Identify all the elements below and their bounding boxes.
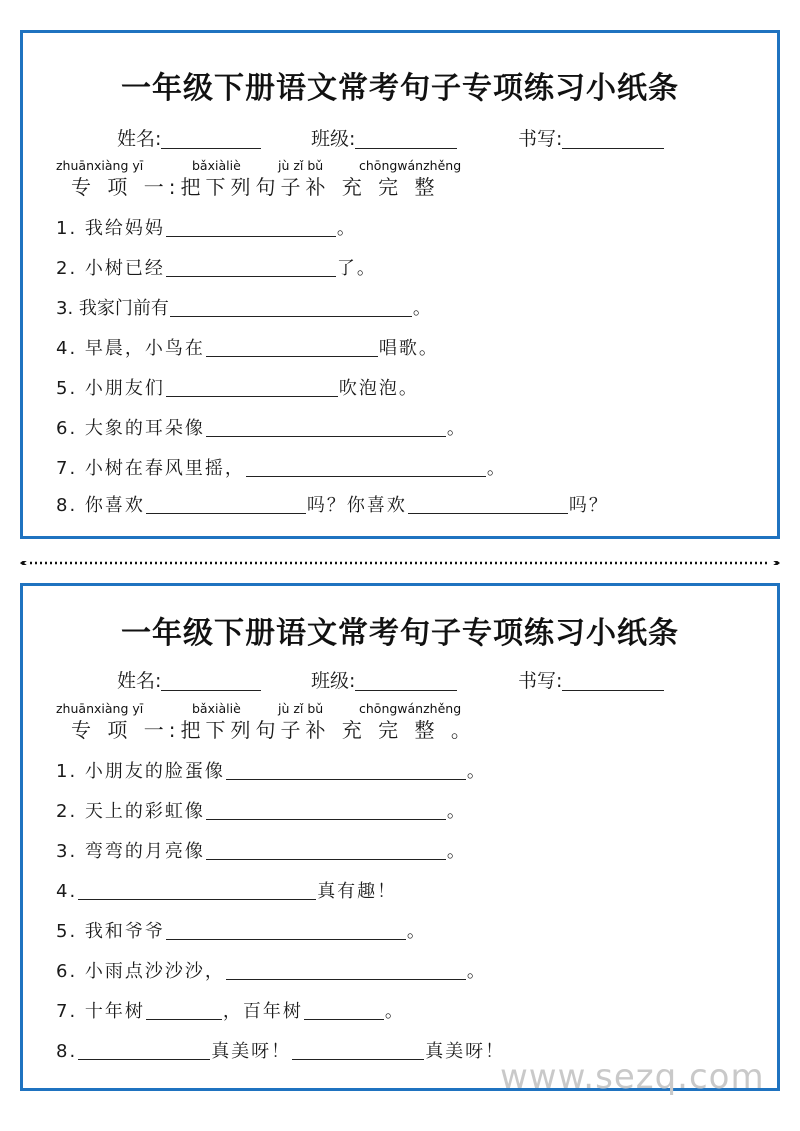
item-text: 。 [446, 841, 467, 862]
list-item [56, 334, 439, 360]
item-text: 。 [412, 298, 431, 319]
answer-blank[interactable] [206, 419, 446, 437]
item-text: 真美呀！ [211, 1041, 292, 1062]
item-text: 6. 小雨点沙沙沙， [56, 961, 225, 982]
item-text: 。 [384, 1001, 405, 1022]
writing-label: 书写: [518, 128, 563, 150]
student-info-row [23, 666, 777, 692]
list-item [56, 997, 405, 1023]
answer-blank[interactable] [166, 922, 406, 940]
section-title: 专 项 一:把下列句子补 充 完 整 。 [71, 718, 476, 742]
answer-blank[interactable] [408, 496, 568, 514]
item-text: 2. 小树已经 [56, 258, 165, 279]
answer-blank[interactable] [166, 379, 338, 397]
item-text: 了。 [336, 258, 377, 279]
section-title: 专 项 一:把下列句子补 充 完 整 [71, 175, 440, 199]
list-item [56, 957, 487, 983]
answer-blank[interactable] [78, 882, 316, 900]
answer-blank[interactable] [304, 1002, 384, 1020]
writing-field[interactable] [518, 666, 664, 693]
item-text: 4. [56, 881, 78, 902]
answer-blank[interactable] [170, 299, 412, 317]
arrow-right-icon [770, 561, 778, 565]
class-field[interactable] [311, 666, 457, 693]
item-text: 。 [486, 458, 507, 479]
item-text: 7. 小树在春风里摇， [56, 458, 245, 479]
item-text: 。 [466, 961, 487, 982]
item-text: ，百年树 [222, 1001, 303, 1022]
class-blank[interactable] [355, 672, 457, 691]
list-item [56, 254, 377, 280]
item-text: 吗？你喜欢 [306, 495, 407, 516]
item-text: 5. 小朋友们 [56, 378, 165, 399]
name-field[interactable] [117, 124, 261, 151]
pinyin-word: chōngwánzhěng [359, 701, 462, 716]
item-text: 。 [446, 801, 467, 822]
list-item [56, 1037, 505, 1063]
answer-blank[interactable] [226, 762, 466, 780]
list-item [56, 917, 427, 943]
item-text: 1. 小朋友的脸蛋像 [56, 761, 225, 782]
name-blank[interactable] [161, 672, 261, 691]
item-text: 3. 我家门前有 [56, 298, 169, 319]
item-text: 3. 弯弯的月亮像 [56, 841, 205, 862]
item-text: 唱歌。 [378, 338, 439, 359]
answer-blank[interactable] [166, 219, 336, 237]
item-text: 。 [406, 921, 427, 942]
class-label: 班级: [311, 128, 356, 150]
writing-blank[interactable] [562, 130, 664, 149]
writing-blank[interactable] [562, 672, 664, 691]
answer-blank[interactable] [166, 259, 336, 277]
item-text: 4. 早晨，小鸟在 [56, 338, 205, 359]
item-text: 8. 你喜欢 [56, 495, 145, 516]
list-item [56, 797, 467, 823]
list-item [56, 877, 397, 903]
item-text: 2. 天上的彩虹像 [56, 801, 205, 822]
answer-blank[interactable] [146, 1002, 222, 1020]
student-info-row [23, 124, 777, 150]
answer-blank[interactable] [206, 842, 446, 860]
answer-blank[interactable] [78, 1042, 210, 1060]
item-text: 5. 我和爷爷 [56, 921, 165, 942]
item-text: 8. [56, 1041, 78, 1062]
watermark: www.sezq.com [500, 1057, 765, 1097]
cut-line-divider [20, 561, 780, 565]
pinyin-word: chōngwánzhěng [359, 158, 462, 173]
answer-blank[interactable] [246, 459, 486, 477]
item-text: 7. 十年树 [56, 1001, 145, 1022]
pinyin-word: jù zǐ bǔ [278, 701, 324, 716]
list-item [56, 414, 467, 440]
class-blank[interactable] [355, 130, 457, 149]
class-label: 班级: [311, 670, 356, 692]
practice-slip-bottom [20, 583, 780, 1091]
slip-title: 一年级下册语文常考句子专项练习小纸条 [121, 616, 679, 651]
list-item [56, 294, 431, 320]
pinyin-word: bǎxiàliè [192, 701, 241, 716]
name-field[interactable] [117, 666, 261, 693]
list-item [56, 491, 609, 517]
item-text: 。 [336, 218, 357, 239]
item-text: 。 [446, 418, 467, 439]
arrow-left-icon [22, 561, 30, 565]
list-item [56, 837, 467, 863]
writing-field[interactable] [518, 124, 664, 151]
practice-slip-top [20, 30, 780, 539]
writing-label: 书写: [518, 670, 563, 692]
item-text: 。 [466, 761, 487, 782]
answer-blank[interactable] [206, 802, 446, 820]
list-item [56, 374, 419, 400]
item-text: 真有趣！ [317, 881, 398, 902]
list-item [56, 454, 507, 480]
name-blank[interactable] [161, 130, 261, 149]
item-text: 吗？ [568, 495, 609, 516]
pinyin-word: bǎxiàliè [192, 158, 241, 173]
item-text: 6. 大象的耳朵像 [56, 418, 205, 439]
item-text: 吹泡泡。 [338, 378, 419, 399]
name-label: 姓名: [117, 128, 162, 150]
name-label: 姓名: [117, 670, 162, 692]
answer-blank[interactable] [206, 339, 378, 357]
list-item [56, 757, 487, 783]
item-text: 1. 我给妈妈 [56, 218, 165, 239]
slip-title: 一年级下册语文常考句子专项练习小纸条 [121, 71, 679, 106]
pinyin-word: zhuānxiàng yī [56, 701, 144, 716]
pinyin-word: zhuānxiàng yī [56, 158, 144, 173]
item-text: 真美呀！ [425, 1041, 506, 1062]
answer-blank[interactable] [292, 1042, 424, 1060]
list-item [56, 214, 357, 240]
answer-blank[interactable] [226, 962, 466, 980]
pinyin-word: jù zǐ bǔ [278, 158, 324, 173]
answer-blank[interactable] [146, 496, 306, 514]
class-field[interactable] [311, 124, 457, 151]
